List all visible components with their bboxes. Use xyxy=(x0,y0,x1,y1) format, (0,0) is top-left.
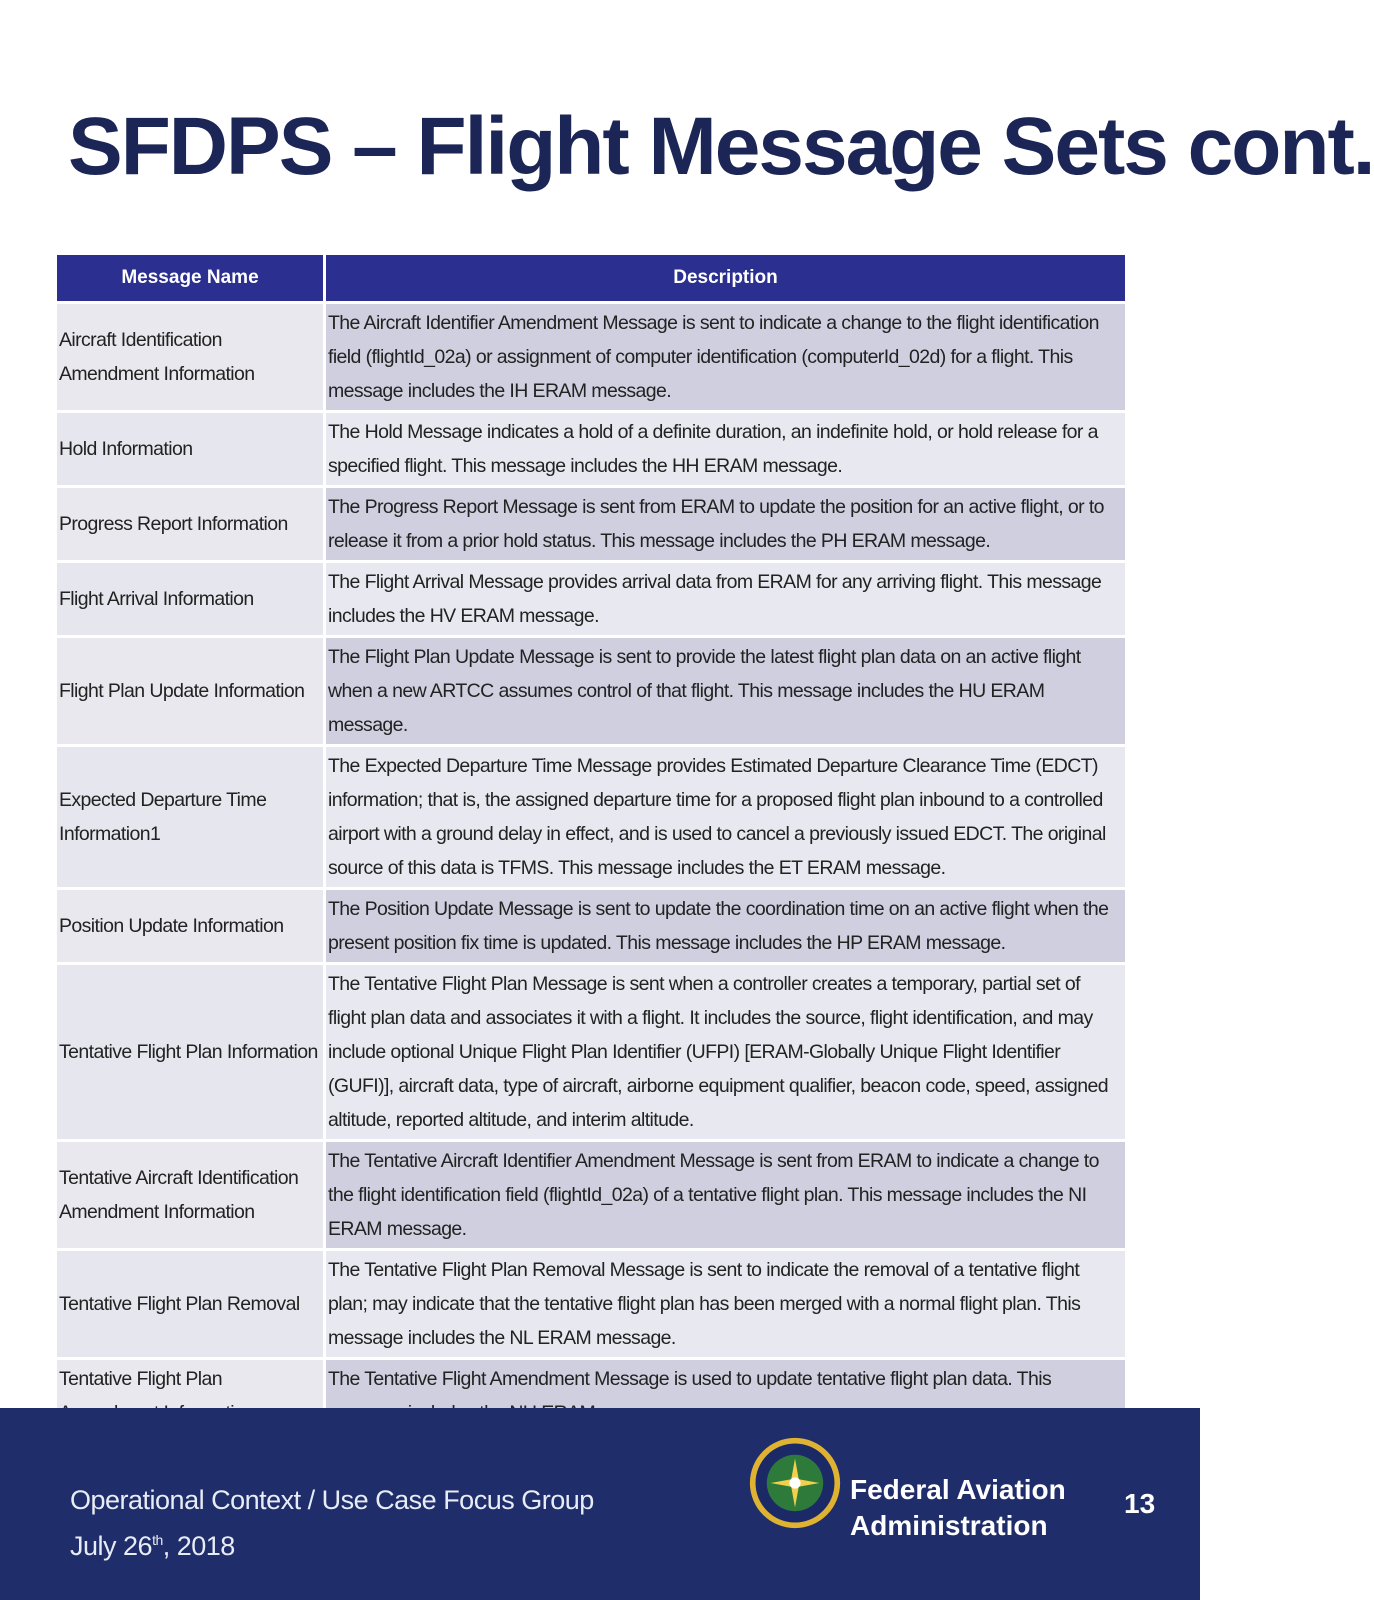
table-row xyxy=(57,1251,1125,1357)
description-cell: The Tentative Flight Plan Removal Message is sent to indicate the removal of a tentative flight plan; may indicate that the tentative flight plan has been merged with a normal flight plan. This message includes the NL ERAM message. xyxy=(326,1251,1125,1357)
faa-wordmark xyxy=(850,1472,1066,1544)
description-cell: The Flight Arrival Message provides arrival data from ERAM for any arriving flight. This message includes the HV ERAM message. xyxy=(326,563,1125,635)
table-row xyxy=(57,304,1125,410)
footer-date xyxy=(70,1520,594,1566)
slide-footer xyxy=(0,1408,1200,1600)
faa-wordmark-line1: Federal Aviation xyxy=(850,1474,1066,1505)
table-row xyxy=(57,563,1125,635)
description-cell: The Tentative Flight Plan Message is sent when a controller creates a temporary, partial set of flight plan data and associates it with a flight. It includes the source, flight identification, and may include optional Unique Flight Plan Identifier (UFPI) [ERAM-Globally Unique Flight Identifier (GUFI)], aircraft data, type of aircraft, airborne equipment qualifier, beacon code, speed, assigned altitude, reported altitude, and interim altitude. xyxy=(326,965,1125,1139)
header-message-name: Message Name xyxy=(57,255,326,301)
table-row xyxy=(57,1142,1125,1248)
slide-title: SFDPS – Flight Message Sets cont. xyxy=(68,101,1374,192)
footer-date-suffix: th xyxy=(152,1532,163,1548)
message-name-cell: Flight Arrival Information xyxy=(57,563,326,635)
message-sets-table xyxy=(57,252,1125,1435)
description-cell: The Tentative Aircraft Identifier Amendment Message is sent from ERAM to indicate a change to the flight identification field (flightId_02a) of a tentative flight plan. This message includes the NI ERAM message. xyxy=(326,1142,1125,1248)
description-cell: The Flight Plan Update Message is sent to provide the latest flight plan data on an active flight when a new ARTCC assumes control of that flight. This message includes the HU ERAM message. xyxy=(326,638,1125,744)
message-name-cell: Aircraft Identification Amendment Information xyxy=(57,304,326,410)
header-description: Description xyxy=(326,255,1125,301)
table-header-row xyxy=(57,255,1125,301)
page-number: 13 xyxy=(1124,1488,1156,1519)
message-name-cell: Flight Plan Update Information xyxy=(57,638,326,744)
message-name-cell: Tentative Flight Plan xyxy=(57,1360,326,1432)
description-cell: The Aircraft Identifier Amendment Message is sent to indicate a change to the flight identification field (flightId_02a) or assignment of computer identification (computerId_02d) for a flight. This message includes the IH ERAM message. xyxy=(326,304,1125,410)
table-row xyxy=(57,488,1125,560)
description-cell: The Position Update Message is sent to update the coordination time on an active flight when the present position fix time is updated. This message includes the HP ERAM message. xyxy=(326,890,1125,962)
message-name-cell: Hold Information xyxy=(57,413,326,485)
message-name-cell: Tentative Flight Plan Removal xyxy=(57,1251,326,1357)
message-name-cell: Tentative Flight Plan Information xyxy=(57,965,326,1139)
faa-wordmark-line2: Administration xyxy=(850,1510,1048,1541)
message-name-cell: Expected Departure Time Information1 xyxy=(57,747,326,887)
description-cell: The Tentative Flight Amendment Message is used to update tentative flight plan data. This xyxy=(326,1360,1125,1432)
message-name-cell: Tentative Aircraft Identification Amendment Information xyxy=(57,1142,326,1248)
footer-date-year: , 2018 xyxy=(162,1531,235,1561)
footer-caption xyxy=(70,1480,594,1566)
description-cell: The Hold Message indicates a hold of a definite duration, an indefinite hold, or hold release for a specified flight. This message includes the HH ERAM message. xyxy=(326,413,1125,485)
table-row xyxy=(57,638,1125,744)
message-name-cell: Progress Report Information xyxy=(57,488,326,560)
description-cell: The Progress Report Message is sent from ERAM to update the position for an active flight, or to release it from a prior hold status. This message includes the PH ERAM message. xyxy=(326,488,1125,560)
footer-event: Operational Context / Use Case Focus Group xyxy=(70,1485,594,1515)
table-row xyxy=(57,965,1125,1139)
footer-date-day: July 26 xyxy=(70,1531,153,1561)
message-name-cell: Position Update Information xyxy=(57,890,326,962)
description-cell: The Expected Departure Time Message provides Estimated Departure Clearance Time (EDCT) information; that is, the assigned departure time for a proposed flight plan inbound to a controlled airport with a ground delay in effect, and is used to cancel a previously issued EDCT. The original source of this data is TFMS. This message includes the ET ERAM message. xyxy=(326,747,1125,887)
table-row xyxy=(57,890,1125,962)
faa-seal-icon xyxy=(748,1436,842,1530)
table-row xyxy=(57,413,1125,485)
table-row xyxy=(57,747,1125,887)
